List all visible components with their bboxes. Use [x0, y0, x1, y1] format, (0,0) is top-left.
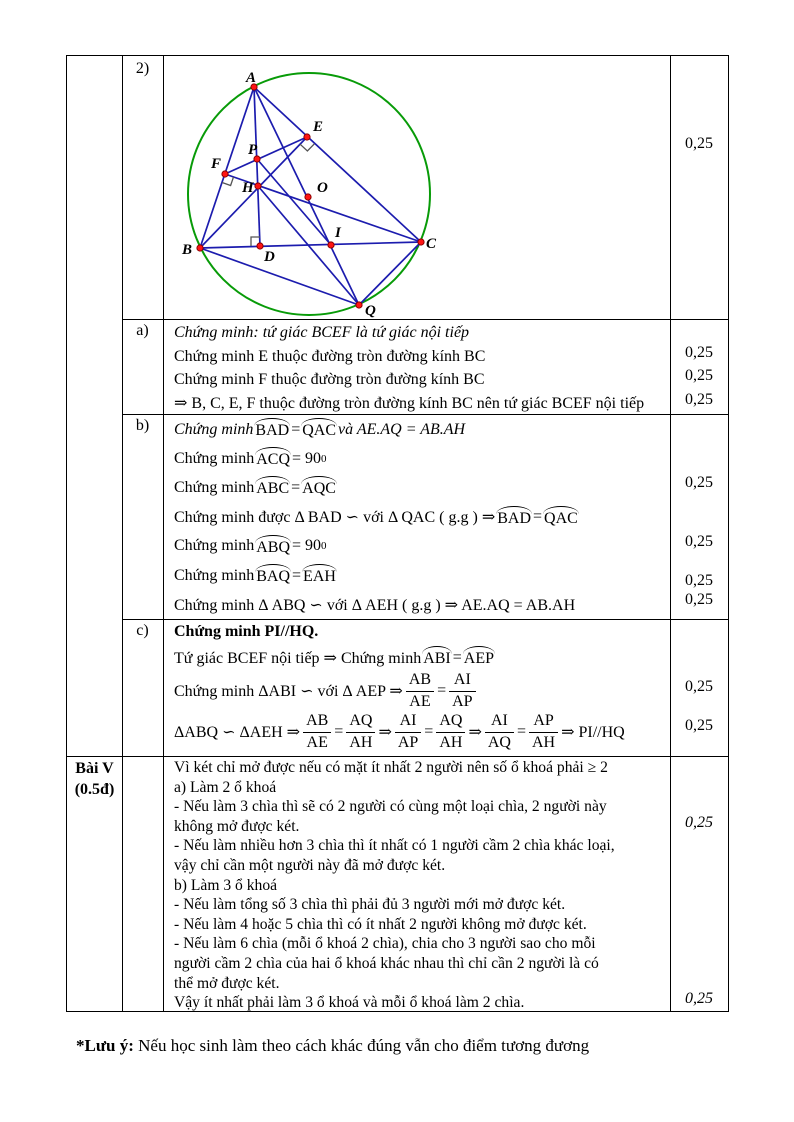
- text-segment: =: [292, 566, 302, 584]
- point-label-Q: Q: [365, 303, 376, 318]
- denominator: AP: [397, 734, 419, 751]
- angle-arc: ABQ: [256, 536, 290, 557]
- text-segment: Chứng minh được Δ BAD ∽ với Δ QAC ( g.g ) ⇒: [174, 509, 496, 527]
- denominator: AH: [531, 734, 556, 751]
- solution-line: - Nếu làm 6 chìa (mỗi ổ khoá 2 chìa), chia cho 3 người sao cho mỗi: [174, 935, 596, 953]
- proof-step: [174, 444, 666, 473]
- proof-step: [174, 532, 666, 561]
- answer-bai-v: [164, 758, 670, 1013]
- answer-part-c: [164, 620, 670, 753]
- numerator: AB: [303, 712, 331, 733]
- answer-part-a: [164, 321, 670, 415]
- score-value: 0,25: [685, 591, 713, 608]
- score-value: 0,25: [685, 717, 713, 734]
- text-segment: Chứng minh ΔABI ∽ với Δ AEP ⇒: [174, 683, 403, 700]
- angle-arc: AQC: [302, 477, 336, 498]
- angle-arc: BAQ: [256, 565, 290, 586]
- proof-statement: [174, 415, 666, 444]
- text-segment: =: [437, 682, 447, 699]
- denominator: AH: [349, 734, 373, 751]
- point-F: [222, 171, 228, 177]
- angle-arc: BAD: [255, 419, 289, 440]
- point-H: [255, 183, 261, 189]
- proof-step: [174, 561, 666, 590]
- text-segment: Chứng minh: [174, 566, 255, 584]
- text-segment: Chứng minh: [174, 449, 255, 467]
- angle-arc: QAC: [302, 419, 336, 440]
- score-value: 0,25: [685, 135, 713, 152]
- point-label-P: P: [248, 142, 258, 158]
- angle-arc: ABI: [423, 647, 451, 668]
- text-segment: Chứng minh: [174, 420, 254, 438]
- right-angle-at-E: [300, 144, 314, 151]
- point-C: [418, 239, 424, 245]
- point-O: [305, 194, 311, 200]
- fraction: [406, 671, 434, 711]
- label-part-2: 2): [135, 60, 150, 77]
- text-segment: ΔABQ ∽ ΔAEH ⇒: [174, 724, 301, 741]
- numerator: AI: [485, 712, 514, 733]
- angle-arc: ACQ: [256, 448, 290, 469]
- text-segment: =: [533, 508, 543, 526]
- proof-step: Chứng minh Δ ABQ ∽ với Δ AEH ( g.g ) ⇒ AE.AQ = AB.AH: [174, 596, 576, 614]
- label-part-c: c): [136, 622, 149, 639]
- fraction: [485, 712, 514, 752]
- fraction: [436, 712, 465, 752]
- segment-CQ: [359, 242, 421, 305]
- segment-AB: [200, 87, 254, 248]
- denominator: AP: [452, 693, 473, 710]
- bai-v-points: (0.5đ): [74, 781, 115, 798]
- answer-part-b: [164, 415, 670, 619]
- text-segment: =: [452, 648, 462, 666]
- proof-step: [174, 473, 666, 502]
- column-divider: [122, 56, 123, 1011]
- label-bai-v: [67, 758, 122, 800]
- point-I: [328, 242, 334, 248]
- point-label-O: O: [317, 180, 328, 196]
- proof-step: [174, 671, 666, 711]
- text-segment: Tứ giác BCEF nội tiếp ⇒ Chứng minh: [174, 649, 422, 667]
- text-segment: =: [424, 723, 434, 740]
- point-label-F: F: [211, 156, 222, 172]
- solution-line: Vì két chỉ mở được nếu có mặt ít nhất 2 người nên số ổ khoá phải ≥ 2: [174, 759, 608, 776]
- point-label-A: A: [246, 70, 257, 86]
- fraction: [529, 712, 558, 752]
- solution-line: Vậy ít nhất phải làm 3 ổ khoá và mỗi ổ khoá làm 2 chìa.: [174, 994, 525, 1012]
- solution-line: - Nếu làm 3 chìa thì sẽ có 2 người có cùng một loại chìa, 2 người này: [174, 798, 607, 816]
- text-segment: =: [334, 723, 344, 740]
- score-value: 0,25: [685, 678, 713, 695]
- text-segment: =: [516, 723, 526, 740]
- altitude-AD: [254, 87, 260, 246]
- angle-arc: AEP: [464, 647, 494, 668]
- proof-step: Chứng minh E thuộc đường tròn đường kính BC: [174, 347, 486, 365]
- score-value: 0,25: [685, 344, 713, 361]
- right-angle-marks: [222, 144, 314, 246]
- point-Q: [356, 302, 362, 308]
- text-segment: =: [291, 478, 301, 496]
- text-segment: =: [291, 420, 301, 438]
- proof-step: ⇒ B, C, E, F thuộc đường tròn đường kính BC nên tứ giác BCEF nội tiếp: [174, 394, 645, 412]
- fraction: [449, 671, 475, 711]
- numerator: AQ: [436, 712, 465, 733]
- label-part-b: b): [135, 417, 150, 434]
- text-segment: = 90: [292, 449, 322, 467]
- solution-line: người cầm 2 chìa của hai ổ khoá khác nhau thì chỉ cần 2 người là có: [174, 954, 599, 972]
- denominator: AH: [439, 734, 463, 751]
- point-E: [304, 134, 310, 140]
- point-label-D: D: [264, 249, 275, 265]
- proof-step: Chứng minh F thuộc đường tròn đường kính BC: [174, 371, 485, 389]
- footer-note-text: Nếu học sinh làm theo cách khác đúng vẫn cho điểm tương đương: [133, 1036, 590, 1055]
- proof-step: [174, 644, 666, 671]
- point-D: [257, 243, 263, 249]
- angle-arc: ABC: [256, 477, 289, 498]
- point-label-H: H: [242, 180, 254, 196]
- proof-step: [174, 711, 666, 753]
- grading-table: [66, 55, 729, 1012]
- geometry-figure: [164, 57, 670, 318]
- angle-arc: QAC: [544, 507, 578, 528]
- score-value: 0,25: [685, 533, 713, 550]
- score-value: 0,25: [685, 391, 713, 408]
- proof-statement: Chứng minh PI//HQ.: [174, 623, 319, 640]
- proof-statement: Chứng minh: tứ giác BCEF là tứ giác nội tiếp: [174, 324, 470, 341]
- numerator: AQ: [346, 712, 375, 733]
- fraction: [303, 712, 331, 752]
- solution-line: - Nếu làm 4 hoặc 5 chìa thì có ít nhất 2 người không mở được két.: [174, 915, 587, 933]
- fraction: [346, 712, 375, 752]
- point-label-E: E: [313, 119, 324, 135]
- score-value: 0,25: [685, 474, 713, 491]
- text-segment: = 90: [292, 537, 322, 555]
- score-value: 0,25: [685, 814, 713, 831]
- angle-arc: EAH: [303, 565, 336, 586]
- footer-note: [76, 1036, 589, 1056]
- solution-line: không mở được két.: [174, 817, 300, 835]
- solution-line: a) Làm 2 ổ khoá: [174, 778, 277, 796]
- denominator: AE: [409, 693, 431, 710]
- fraction: [395, 712, 421, 752]
- text-segment: ⇒: [378, 724, 392, 741]
- row-divider: [67, 756, 728, 757]
- point-label-C: C: [426, 236, 437, 252]
- row-divider: [122, 319, 728, 320]
- score-value: 0,25: [685, 572, 713, 589]
- numerator: AB: [406, 671, 434, 692]
- numerator: AI: [395, 712, 421, 733]
- denominator: AE: [306, 734, 328, 751]
- point-label-B: B: [182, 242, 193, 258]
- superscript: 0: [321, 540, 327, 553]
- point-label-I: I: [335, 225, 341, 241]
- footer-note-label: *Lưu ý:: [76, 1036, 134, 1055]
- numerator: AI: [449, 671, 475, 692]
- solution-line: - Nếu làm nhiều hơn 3 chìa thì ít nhất có 1 người cầm 2 chìa khác loại,: [174, 837, 615, 855]
- bai-v-title: Bài V: [75, 760, 114, 777]
- text-segment: Chứng minh: [174, 537, 255, 555]
- solution-line: vậy chỉ cần một người này đã mở được két.: [174, 856, 446, 874]
- solution-line: thể mở được két.: [174, 974, 280, 992]
- solution-line: - Nếu làm tổng số 3 chìa thì phải đủ 3 người mới mở được két.: [174, 896, 566, 914]
- label-part-a: a): [136, 322, 149, 339]
- score-value: 0,25: [685, 367, 713, 384]
- text-segment: Chứng minh: [174, 478, 255, 496]
- angle-arc: BAD: [497, 507, 531, 528]
- denominator: AQ: [487, 734, 511, 751]
- solution-line: b) Làm 3 ổ khoá: [174, 876, 278, 894]
- text-segment: ⇒ PI//HQ: [561, 724, 625, 741]
- numerator: AP: [529, 712, 558, 733]
- superscript: 0: [321, 452, 327, 465]
- text-segment: ⇒: [468, 724, 482, 741]
- text-segment: và AE.AQ = AB.AH: [338, 420, 466, 438]
- score-value: 0,25: [685, 990, 713, 1007]
- point-B: [197, 245, 203, 251]
- proof-step: [174, 503, 666, 532]
